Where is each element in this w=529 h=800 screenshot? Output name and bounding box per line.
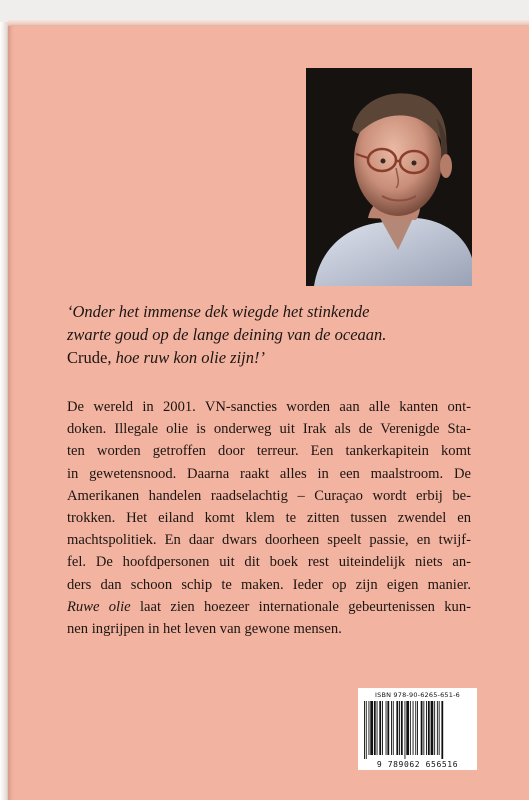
barcode-stripe [366, 701, 367, 759]
barcode-stripe [379, 701, 381, 755]
blurb-line: doken. Illegale olie is onderweg uit Irak als de Verenigde Sta- [67, 421, 471, 438]
quote-line-3-roman: Crude, [67, 348, 116, 367]
barcode-stripe [396, 701, 398, 755]
barcode-stripe [374, 701, 376, 755]
barcode-panel [358, 688, 477, 770]
barcode-stripe [377, 701, 378, 755]
barcode-stripe [387, 701, 389, 755]
blurb-line: machtspolitiek. En daar dwars doorheen speelt passie, en twijf- [67, 532, 471, 549]
barcode-stripe [393, 701, 394, 755]
barcode-stripe [401, 701, 403, 755]
barcode-stripe [428, 701, 430, 755]
barcode-stripe [370, 701, 373, 755]
pull-quote [67, 300, 487, 369]
barcode-stripe [437, 701, 438, 755]
barcode-stripe [431, 701, 434, 755]
barcode-stripe [382, 701, 383, 755]
barcode-stripe [410, 701, 411, 755]
quote-line-1: ‘Onder het immense dek wiegde het stinkende [67, 302, 370, 321]
barcode-stripe [364, 701, 365, 759]
barcode-stripe [441, 701, 443, 759]
quote-line-3 [67, 346, 487, 369]
quote-line-3-italic: hoe ruw kon olie zijn!’ [115, 348, 265, 367]
blurb-line: trokken. Het eiland komt klem te zitten tussen zwendel en [67, 510, 471, 527]
isbn-label: ISBN 978-90-6265-651-6 [375, 691, 460, 699]
barcode-stripe [399, 701, 400, 755]
barcode-stripe [421, 701, 423, 755]
barcode-stripe [423, 701, 424, 755]
quote-line-2: zwarte goud op de lange deining van de oceaan. [67, 325, 387, 344]
blurb-line-final: nen ingrijpen in het leven van gewone mensen. [67, 621, 342, 638]
barcode-stripe [417, 701, 418, 755]
book-title-italic: Ruwe olie [67, 598, 131, 615]
barcode-stripe [413, 701, 414, 755]
author-photo [306, 68, 472, 286]
barcode-stripe [369, 701, 370, 755]
book-blurb [67, 396, 471, 640]
blurb-line: Amerikanen handelen raadselachtig – Curaçao wordt erbij be- [67, 487, 471, 504]
blurb-line-title [67, 596, 471, 618]
barcode-stripe [391, 701, 392, 755]
barcode-stripe [406, 701, 409, 755]
barcode-stripe [439, 701, 440, 755]
blurb-line-rest: laat zien hoezeer internationale gebeurtenissen kun- [130, 598, 471, 615]
barcode-stripe [415, 701, 416, 755]
barcode-stripe [386, 701, 387, 755]
blurb-line: De wereld in 2001. VN-sancties worden aan alle kanten ont- [67, 399, 471, 415]
blurb-line: fel. De hoofdpersonen uit dit boek rest uiteindelijk niets an- [67, 554, 471, 571]
blurb-line: ten worden getroffen door terreur. Een tankerkapitein komt [67, 443, 471, 460]
blurb-line: ders dan schoon schip te maken. Ieder op zijn eigen manier. [67, 576, 471, 593]
barcode-stripe [434, 701, 435, 755]
barcode-digits: 9 789062 656516 [376, 760, 459, 769]
barcode-stripe [405, 701, 406, 759]
barcode-stripe [426, 701, 427, 755]
barcode-bars [364, 701, 471, 759]
blurb-line: in gewetensnood. Daarna raakt alles in een maalstroom. De [67, 465, 471, 482]
